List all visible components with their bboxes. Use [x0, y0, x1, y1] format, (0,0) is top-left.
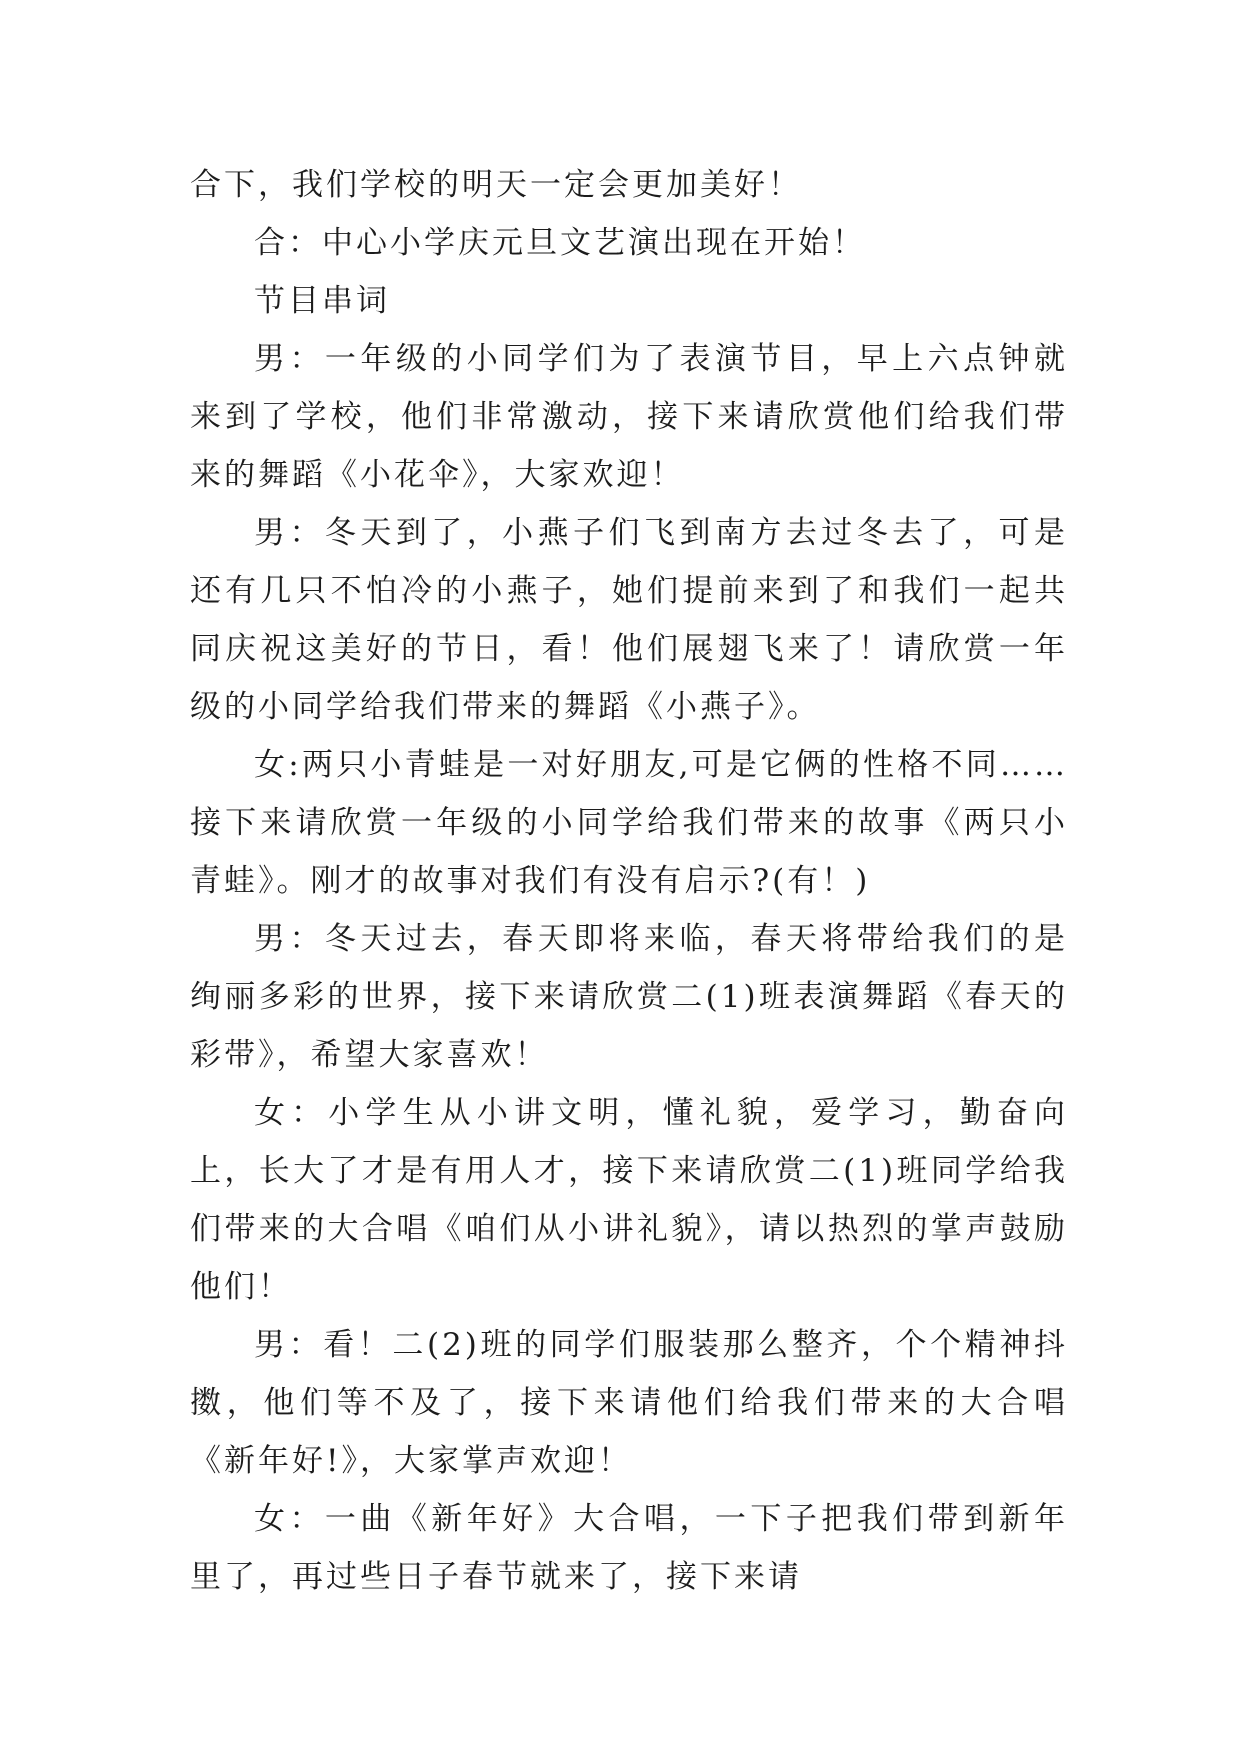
section-heading: 节目串词: [254, 283, 390, 319]
paragraph-program-5: 女：小学生从小讲文明，懂礼貌，爱学习，勤奋向上，长大了才是有用人才，接下来请欣赏二(1)班同学给我们带来的大合唱《咱们从小讲礼貌》，请以热烈的掌声鼓励他们！: [190, 1095, 1068, 1305]
paragraph-program-1: 男：一年级的小同学们为了表演节目，早上六点钟就来到了学校，他们非常激动，接下来请欣赏他们给我们带来的舞蹈《小花伞》，大家欢迎！: [190, 341, 1068, 493]
paragraph-program-3: 女:两只小青蛙是一对好朋友,可是它俩的性格不同……接下来请欣赏一年级的小同学给我们带来的故事《两只小青蛙》。刚才的故事对我们有没有启示?(有！): [190, 747, 1068, 899]
paragraph-program-6: 男：看！二(2)班的同学们服装那么整齐，个个精神抖擞，他们等不及了，接下来请他们给我们带来的大合唱《新年好!》，大家掌声欢迎！: [190, 1327, 1068, 1479]
document-page: [190, 156, 1068, 1606]
paragraph-program-2: 男：冬天到了，小燕子们飞到南方去过冬去了，可是还有几只不怕冷的小燕子，她们提前来到了和我们一起共同庆祝这美好的节日，看！他们展翅飞来了！请欣赏一年级的小同学给我们带来的舞蹈《小燕子》。: [190, 515, 1068, 725]
paragraph-program-4: 男：冬天过去，春天即将来临，春天将带给我们的是绚丽多彩的世界，接下来请欣赏二(1)班表演舞蹈《春天的彩带》，希望大家喜欢！: [190, 921, 1068, 1073]
paragraph-opening-announcement: 合：中心小学庆元旦文艺演出现在开始！: [254, 225, 866, 261]
paragraph-program-7: 女：一曲《新年好》大合唱，一下子把我们带到新年里了，再过些日子春节就来了，接下来请: [190, 1501, 1068, 1595]
paragraph-continuation: 合下，我们学校的明天一定会更加美好！: [190, 167, 802, 203]
